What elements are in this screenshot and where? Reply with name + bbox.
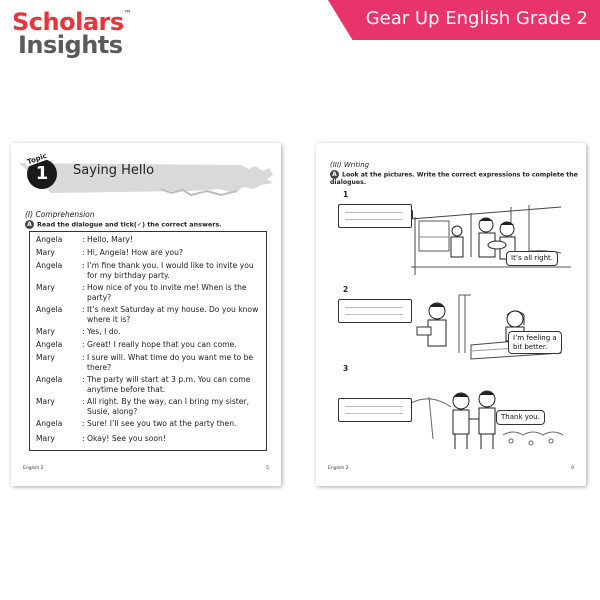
illustration-thank-you — [411, 383, 571, 457]
page-footer-title: English 2 — [23, 466, 44, 471]
page-number: 9 — [571, 466, 574, 471]
speech-bubble: It’s all right. — [506, 251, 558, 266]
instruction-letter-badge: A — [330, 170, 339, 179]
answer-box[interactable] — [338, 204, 412, 228]
dialogue-text: Yes, I do. — [87, 327, 121, 336]
dialogue-text: Sure! I’ll see you two at the party then. — [87, 419, 237, 428]
dialogue-box: Angela : Hello, Mary! Mary : Hi, Angela! How are you? Angela : I’m fine thank you. I would like to invite you for my birthday party. Mary : How nice of you to invite me! When is the party? Angela : It’s next Saturday at my house. Do you know where it is? Mary : Yes, I do. Angela : Great! I really hope that you can come. Mary : I sure will. What time do you want me to be there? Angela : The party will start at 3 p.m. You can come anytime before that. Mary : All right. By the way, can I bring my sister, Susie, along? Angela : Sure! I’ll see you two at the party then. Mary : Okay! See you soon! — [29, 231, 267, 451]
topic-word: Topic — [26, 151, 48, 167]
speech-bubble: Thank you. — [496, 410, 545, 425]
instruction-text: Look at the pictures. Write the correct expressions to complete the dialogues. — [330, 171, 578, 187]
instruction-text: Read the dialogue and tick(✓) the correct answers. — [37, 220, 222, 229]
topic-title: Saying Hello — [73, 163, 155, 178]
topic-badge — [26, 151, 57, 189]
answer-line — [345, 307, 403, 308]
dialogue-text: It’s next Saturday at my house. Do you know where it is? — [87, 305, 259, 324]
dialogue-text: Hi, Angela! How are you? — [87, 248, 184, 257]
instruction-comprehension — [25, 220, 222, 229]
dialogue-text: The party will start at 3 p.m. You can come anytime before that. — [87, 375, 251, 394]
dialogue-text: All right. By the way, can I bring my sister, Susie, along? — [87, 397, 249, 416]
speaker-name: Mary — [36, 353, 55, 362]
answer-box[interactable] — [338, 398, 412, 422]
item-number: 1 — [343, 190, 349, 199]
left-page — [11, 143, 281, 486]
speaker-name: Angela — [36, 305, 63, 314]
speaker-name: Angela — [36, 235, 63, 244]
speaker-name: Mary — [36, 434, 55, 443]
speaker-name: Mary — [36, 283, 55, 292]
speech-bubble: I’m feeling a bit better. — [508, 331, 562, 354]
dialogue-text: Hello, Mary! — [87, 235, 133, 244]
speaker-name: Angela — [36, 340, 63, 349]
dialogue-text: How nice of you to invite me! When is the party? — [87, 283, 247, 302]
item-number: 2 — [343, 285, 349, 294]
logo-trademark: ™ — [123, 9, 132, 18]
answer-line — [345, 314, 403, 315]
dialogue-text: I sure will. What time do you want me to be there? — [87, 353, 254, 372]
answer-line — [345, 406, 403, 407]
page-footer-title: English 2 — [328, 466, 349, 471]
dialogue-text: Great! I really hope that you can come. — [87, 340, 237, 349]
speaker-name: Mary — [36, 248, 55, 257]
speaker-name: Mary — [36, 327, 55, 336]
instruction-letter-badge: A — [25, 220, 34, 229]
speaker-name: Mary — [36, 397, 55, 406]
answer-line — [345, 212, 403, 213]
item-number: 3 — [343, 364, 349, 373]
speaker-name: Angela — [36, 375, 63, 384]
instruction-writing — [330, 170, 580, 187]
book-title: Gear Up English Grade 2 — [365, 8, 588, 29]
section-heading-writing: (III) Writing — [330, 161, 370, 169]
answer-line — [345, 219, 403, 220]
speaker-name: Angela — [36, 419, 63, 428]
brand-logo — [12, 10, 131, 57]
answer-line — [345, 413, 403, 414]
topic-number: 1 — [35, 163, 49, 184]
logo-word-insights: Insights — [18, 31, 123, 59]
right-page — [316, 143, 586, 486]
section-heading-comprehension: (I) Comprehension — [25, 210, 95, 219]
page-number: 5 — [266, 466, 269, 471]
answer-box[interactable] — [338, 299, 412, 323]
dialogue-text: I’m fine thank you. I would like to invite you for my birthday party. — [87, 261, 254, 280]
speaker-name: Angela — [36, 261, 63, 270]
dialogue-text: Okay! See you soon! — [87, 434, 166, 443]
logo-word-scholars: Scholars — [12, 8, 124, 36]
